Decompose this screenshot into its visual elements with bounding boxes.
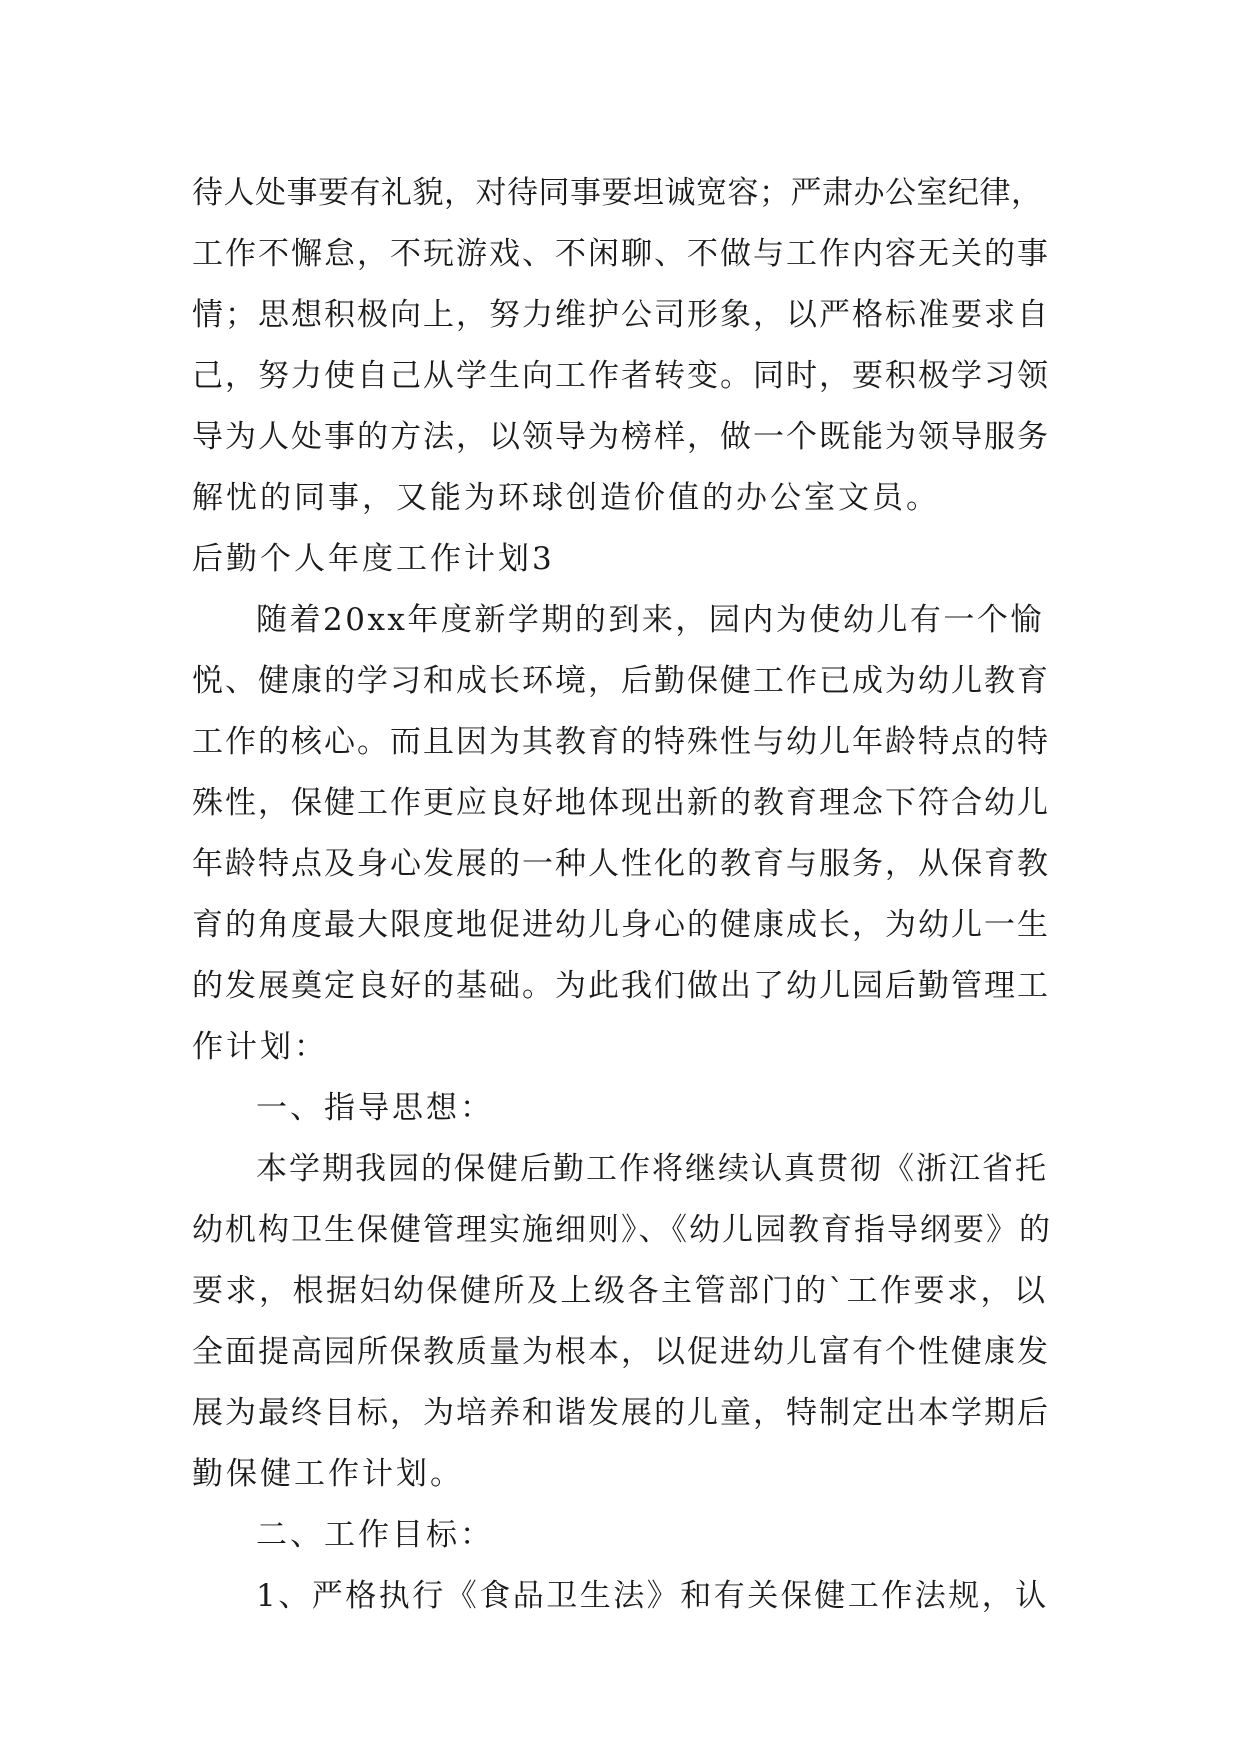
text-line: 本学期我园的保健后勤工作将继续认真贯彻《浙江省托 [256, 1151, 1048, 1187]
text-line: 要求，根据妇幼保健所及上级各主管部门的`工作要求，以 [192, 1273, 1048, 1309]
text-line: 己，努力使自己从学生向工作者转变。同时，要积极学习领 [192, 358, 1050, 394]
text-line: 幼机构卫生保健管理实施细则》、《幼儿园教育指导纲要》的 [192, 1212, 1052, 1248]
text-line: 育的角度最大限度地促进幼儿身心的健康成长，为幼儿一生 [192, 907, 1050, 943]
subsection-heading: 一、指导思想： [256, 1090, 494, 1126]
subsection-heading: 二、工作目标： [256, 1517, 494, 1553]
text-line: 工作的核心。而且因为其教育的特殊性与幼儿年龄特点的特 [192, 724, 1050, 760]
text-line: 年龄特点及身心发展的一种人性化的教育与服务，从保育教 [192, 846, 1050, 882]
text-line: 情；思想积极向上，努力维护公司形象，以严格标准要求自 [192, 297, 1050, 333]
text-line: 全面提高园所保教质量为根本，以促进幼儿富有个性健康发 [192, 1334, 1050, 1370]
document-body [192, 163, 1052, 1627]
text-line: 1、严格执行《食品卫生法》和有关保健工作法规，认 [256, 1578, 1049, 1614]
text-line: 随着20xx年度新学期的到来，园内为使幼儿有一个愉 [256, 602, 1044, 638]
text-line: 殊性，保健工作更应良好地体现出新的教育理念下符合幼儿 [192, 785, 1050, 821]
text-line: 展为最终目标，为培养和谐发展的儿童，特制定出本学期后 [192, 1395, 1050, 1431]
text-line: 的发展奠定良好的基础。为此我们做出了幼儿园后勤管理工 [192, 968, 1050, 1004]
text-line: 解忧的同事，又能为环球创造价值的办公室文员。 [192, 480, 940, 516]
text-line: 导为人处事的方法，以领导为榜样，做一个既能为领导服务 [192, 419, 1050, 455]
text-line: 工作不懈怠，不玩游戏、不闲聊、不做与工作内容无关的事 [192, 236, 1050, 272]
text-line: 待人处事要有礼貌，对待同事要坦诚宽容；严肃办公室纪律， [192, 175, 1043, 211]
text-line: 作计划： [192, 1029, 328, 1065]
section-heading: 后勤个人年度工作计划3 [192, 541, 555, 577]
text-line: 悦、健康的学习和成长环境，后勤保健工作已成为幼儿教育 [192, 663, 1050, 699]
text-line: 勤保健工作计划。 [192, 1456, 464, 1492]
